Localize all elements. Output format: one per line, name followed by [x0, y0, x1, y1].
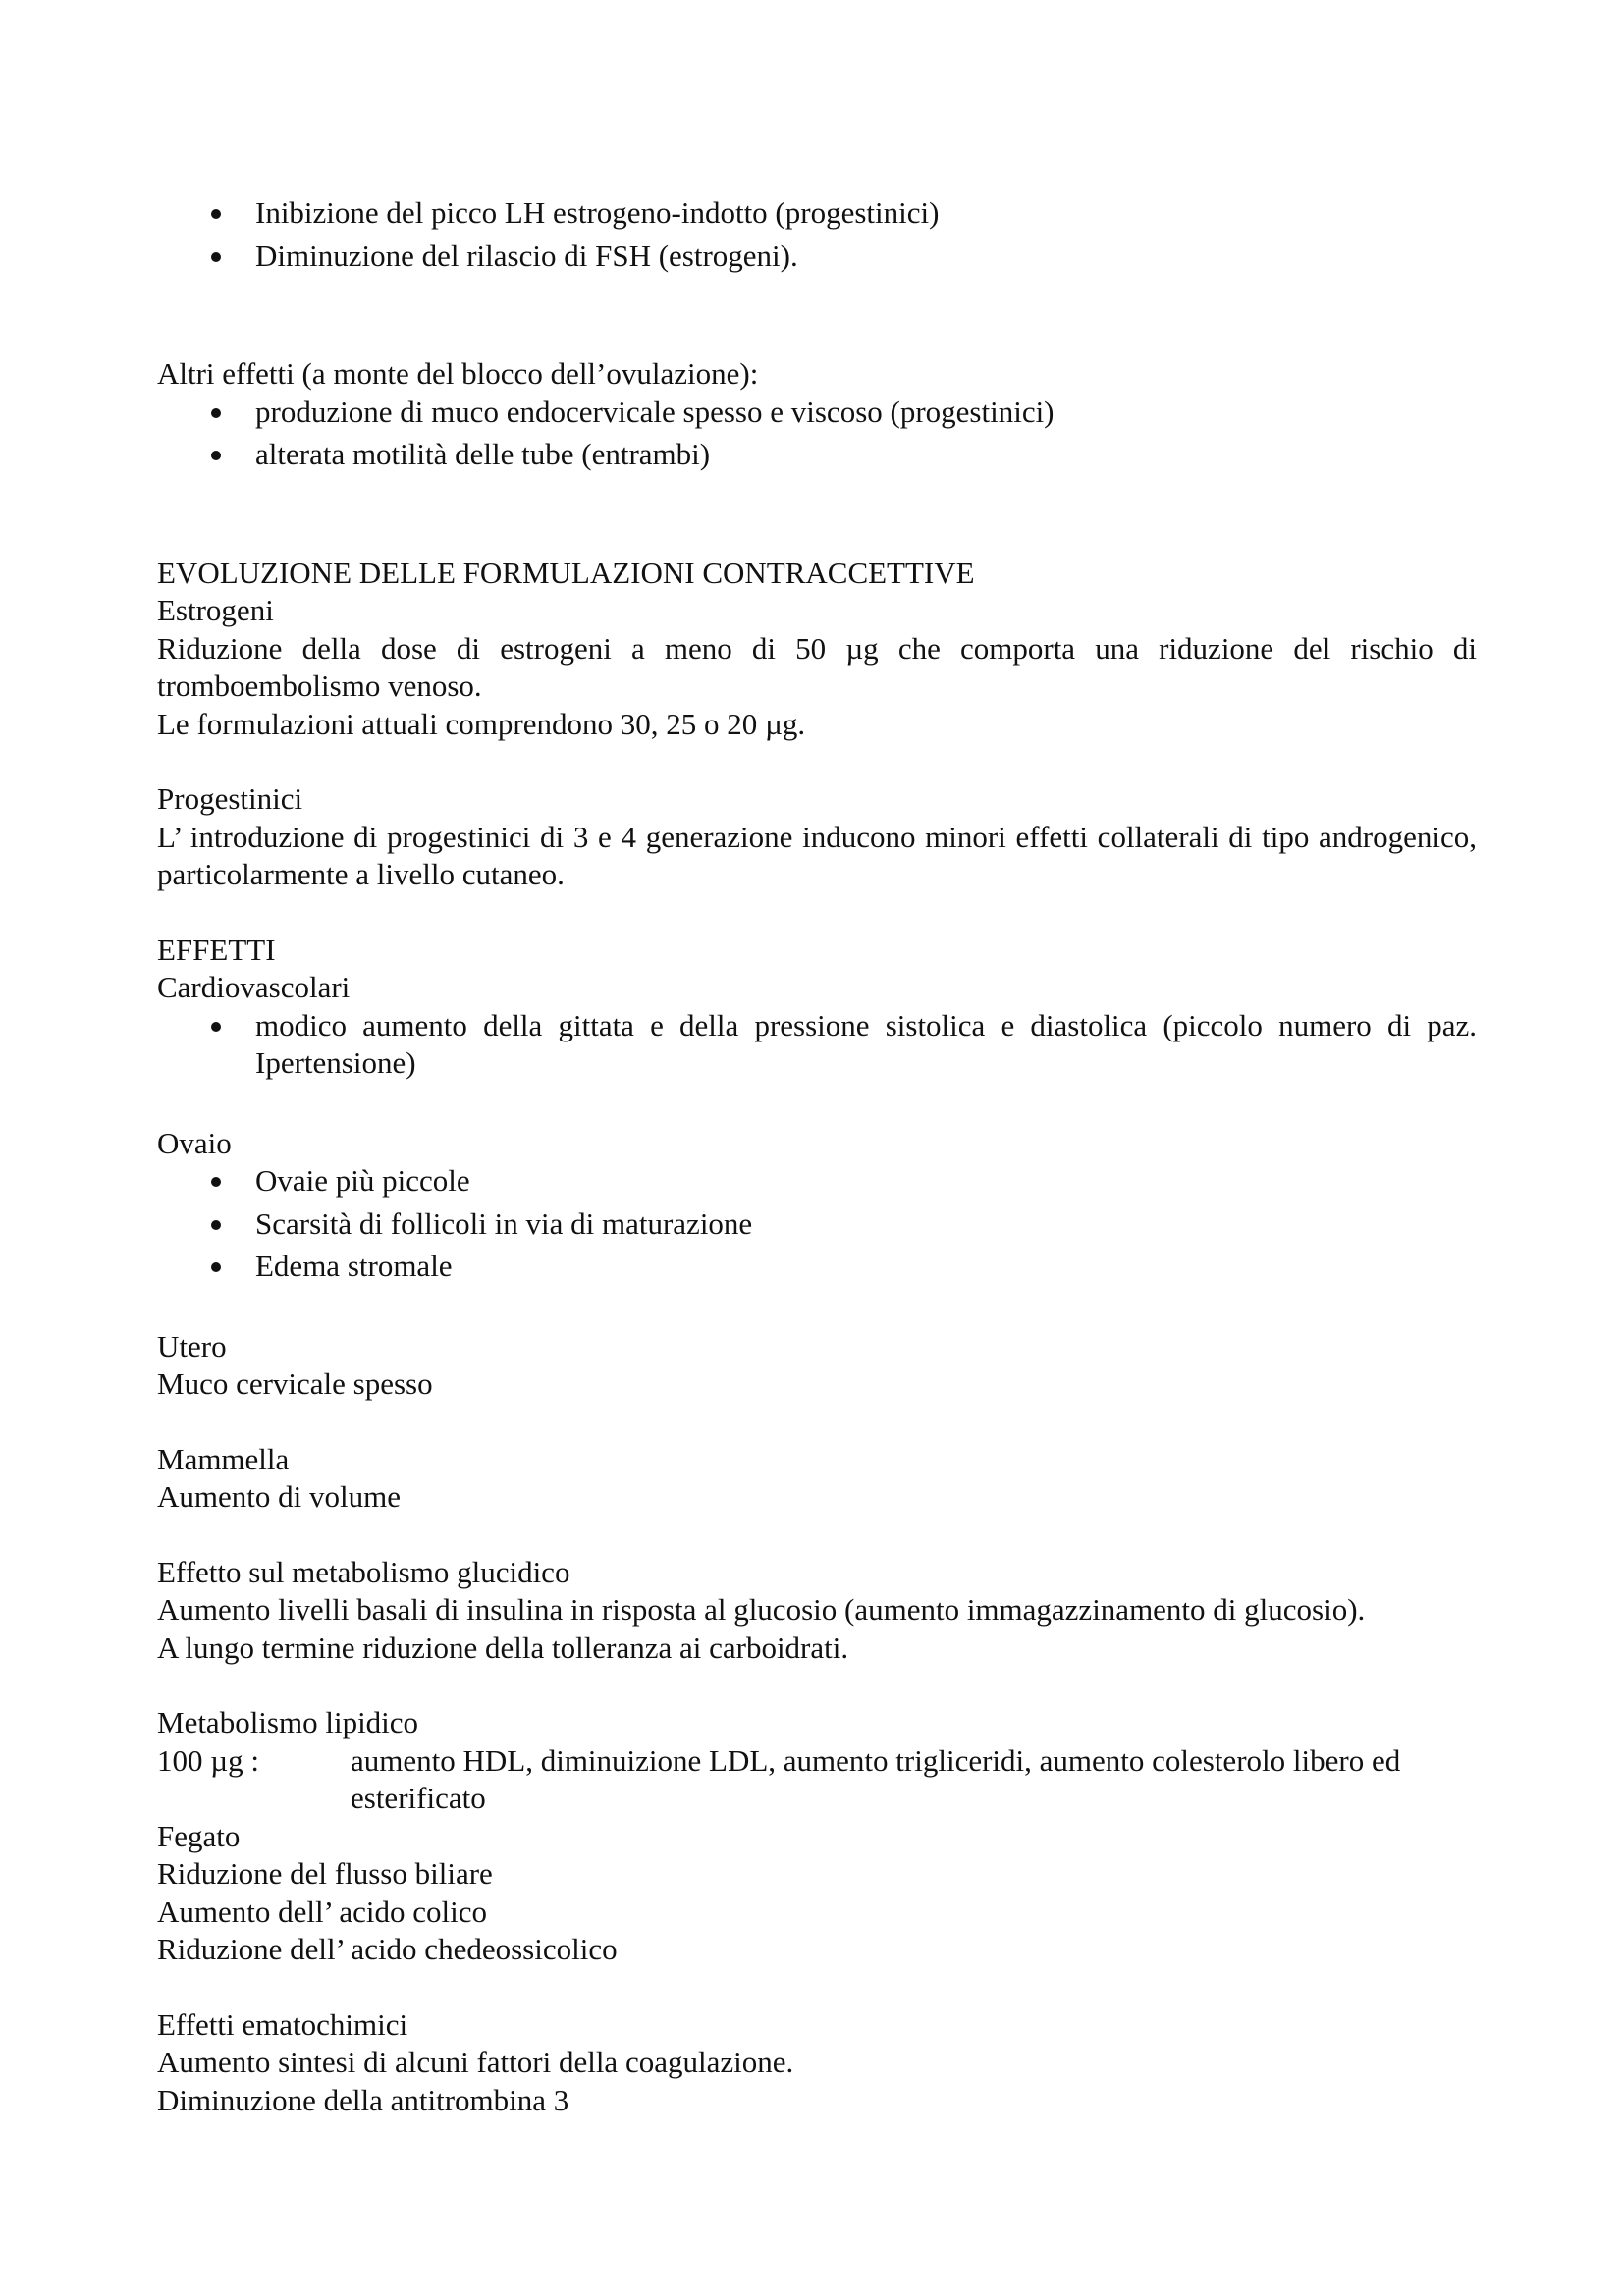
list-item — [157, 1162, 1477, 1201]
fegato-line: Aumento dell’ acido colico — [157, 1894, 488, 1929]
ovaio-heading: Ovaio — [157, 1125, 232, 1160]
bullet-icon — [211, 451, 221, 460]
list-item — [157, 1205, 1477, 1244]
list-item — [157, 238, 1477, 276]
bullet-icon — [211, 1022, 221, 1032]
list-item — [157, 436, 1477, 474]
estrogeni-paragraph: Riduzione della dose di estrogeni a meno di 50 µg che comporta una riduzione del rischio di tromboembolismo venoso. — [157, 630, 1485, 703]
ovulation-mechanism-list — [157, 194, 1477, 275]
section-title-effetti: EFFETTI — [157, 932, 276, 967]
fegato-line: Riduzione del flusso biliare — [157, 1856, 493, 1891]
glucidico-heading: Effetto sul metabolismo glucidico — [157, 1554, 570, 1589]
progestinici-heading: Progestinici — [157, 781, 303, 816]
cardio-list — [157, 1007, 1477, 1083]
ovaio-list — [157, 1162, 1477, 1286]
glucidico-text-2: A lungo termine riduzione della tolleranza ai carboidrati. — [157, 1629, 849, 1665]
list-item — [157, 194, 1477, 233]
altri-effetti-heading: Altri effetti (a monte del blocco dell’ovulazione): — [157, 356, 759, 391]
list-item-text: alterata motilità delle tube (entrambi) — [255, 437, 711, 471]
bullet-icon — [211, 252, 221, 262]
bullet-icon — [211, 1220, 221, 1230]
utero-heading: Utero — [157, 1328, 227, 1363]
list-item-text: produzione di muco endocervicale spesso e viscoso (progestinici) — [255, 394, 1055, 429]
ematochimici-heading: Effetti ematochimici — [157, 2006, 408, 2042]
bullet-icon — [211, 1177, 221, 1187]
list-item-text: Scarsità di follicoli in via di maturazione — [255, 1205, 753, 1241]
utero-text: Muco cervicale spesso — [157, 1366, 433, 1401]
fegato-line: Riduzione dell’ acido chedeossicolico — [157, 1932, 618, 1966]
list-item-text: Edema stromale — [255, 1249, 453, 1283]
lipidico-row — [157, 1742, 1477, 1818]
estrogeni-heading: Estrogeni — [157, 593, 274, 627]
bullet-icon — [211, 408, 221, 418]
list-item — [157, 394, 1477, 432]
list-item-text: Inibizione del picco LH estrogeno-indotto (progestinici) — [255, 195, 940, 230]
fegato-heading: Fegato — [157, 1818, 241, 1853]
section-title-evoluzione: EVOLUZIONE DELLE FORMULAZIONI CONTRACCETTIVE — [157, 555, 975, 590]
progestinici-paragraph: L’ introduzione di progestinici di 3 e 4 generazione inducono minori effetti collaterali di tipo androgenico, particolarmente a livello cutaneo. — [157, 819, 1485, 891]
ematochimici-line: Aumento sintesi di alcuni fattori della coagulazione. — [157, 2045, 794, 2079]
cardio-heading: Cardiovascolari — [157, 970, 351, 1004]
glucidico-text-1: Aumento livelli basali di insulina in risposta al glucosio (aumento immagazzinamento di glucosio). — [157, 1592, 1366, 1627]
lipidico-text: aumento HDL, diminuizione LDL, aumento trigliceridi, aumento colesterolo libero ed esterificato — [351, 1742, 1401, 1815]
lipidico-dose: 100 µg : — [157, 1742, 259, 1778]
ematochimici-line: Diminuzione della antitrombina 3 — [157, 2082, 569, 2117]
list-item — [157, 1007, 1477, 1083]
bullet-icon — [211, 209, 221, 219]
lipidico-heading: Metabolismo lipidico — [157, 1705, 419, 1739]
altri-effetti-list — [157, 394, 1477, 474]
mammella-text: Aumento di volume — [157, 1479, 401, 1514]
list-item-text: Diminuzione del rilascio di FSH (estrogeni). — [255, 238, 798, 273]
list-item-text: modico aumento della gittata e della pressione sistolica e diastolica (piccolo numero di paz. Ipertensione) — [255, 1007, 1477, 1080]
estrogeni-paragraph-2: Le formulazioni attuali comprendono 30, 25 o 20 µg. — [157, 706, 806, 741]
list-item — [157, 1248, 1477, 1286]
bullet-icon — [211, 1262, 221, 1272]
document-page — [157, 194, 1485, 2119]
list-item-text: Ovaie più piccole — [255, 1163, 470, 1198]
mammella-heading: Mammella — [157, 1441, 290, 1476]
